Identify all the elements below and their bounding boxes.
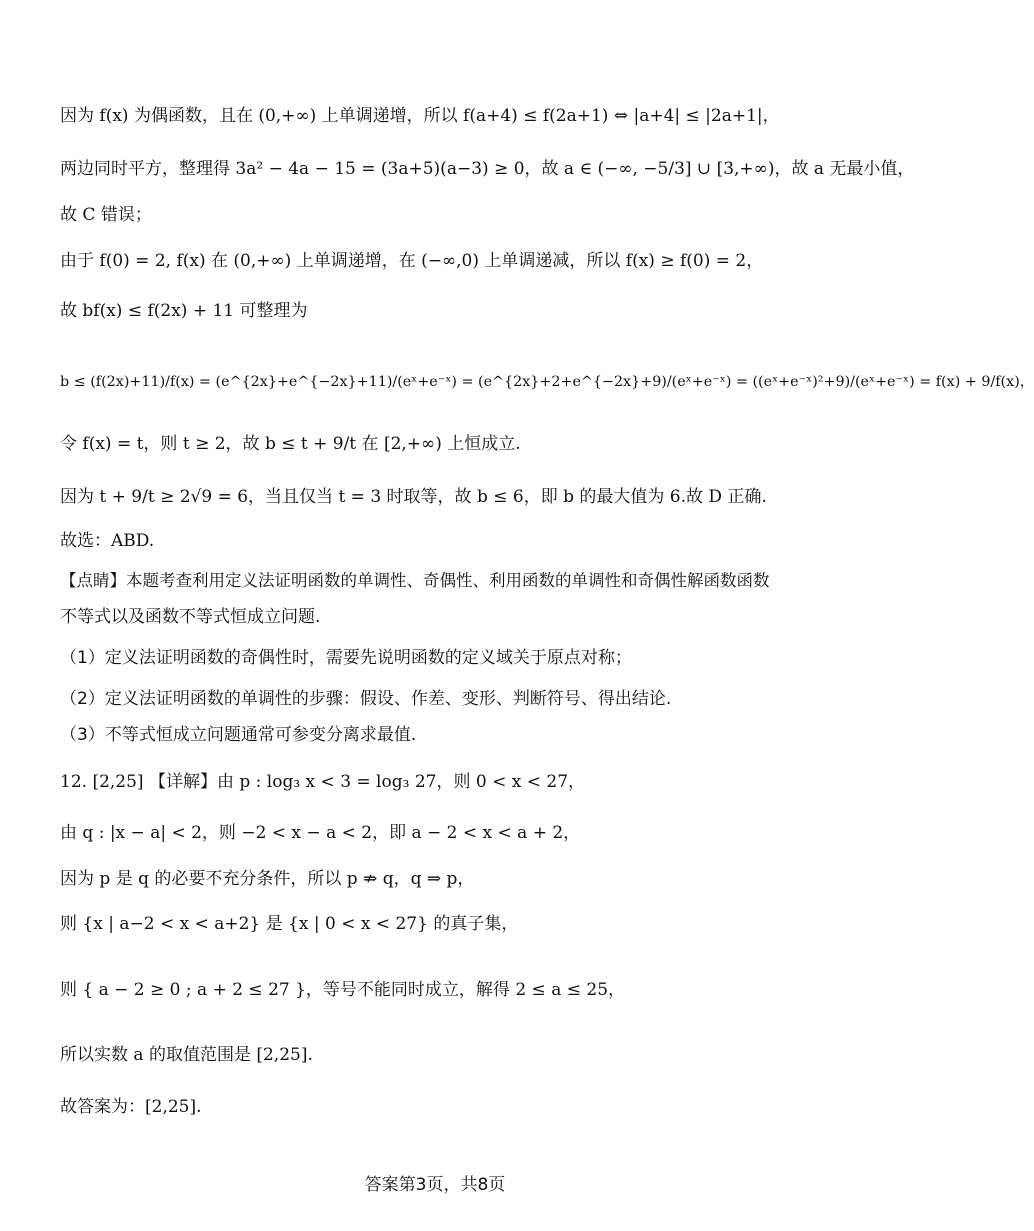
line-07: 令 f(x) = t，则 t ≥ 2，故 b ≤ t + 9/t 在 [2,+∞) 上恒成立. [60,434,521,454]
line-03: 故 C 错误； [60,205,152,225]
line-18: 则 {x | a−2 < x < a+2} 是 {x | 0 < x < 27} 的真子集， [60,914,519,934]
line-06: b ≤ (f(2x)+11)/f(x) = (e^{2x}+e^{−2x}+11)/(eˣ+e⁻ˣ) = (e^{2x}+2+e^{−2x}+9)/(eˣ+e⁻ˣ) = ((eˣ+e⁻ˣ)²+9)/(eˣ+e⁻ˣ) = f(x) + 9/f(x)， [60,374,1034,390]
line-17: 因为 p 是 q 的必要不充分条件，所以 p ⇏ q，q ⇒ p， [60,869,475,889]
line-14: （3）不等式恒成立问题通常可参变分离求最值. [60,725,417,745]
line-01: 因为 f(x) 为偶函数，且在 (0,+∞) 上单调递增，所以 f(a+4) ≤ f(2a+1) ⇔ |a+4| ≤ |2a+1|， [60,106,780,126]
line-20: 所以实数 a 的取值范围是 [2,25]. [60,1045,313,1065]
line-12: （1）定义法证明函数的奇偶性时，需要先说明函数的定义域关于原点对称； [60,648,632,668]
line-13: （2）定义法证明函数的单调性的步骤：假设、作差、变形、判断符号、得出结论. [60,689,672,709]
line-02: 两边同时平方，整理得 3a² − 4a − 15 = (3a+5)(a−3) ≥ 0，故 a ∈ (−∞, −5/3] ∪ [3,+∞)，故 a 无最小值， [60,159,915,179]
line-21: 故答案为：[2,25]. [60,1097,202,1117]
line-10: 【点睛】本题考查利用定义法证明函数的单调性、奇偶性、利用函数的单调性和奇偶性解函数函数 [60,571,770,590]
line-08: 因为 t + 9/t ≥ 2√9 = 6，当且仅当 t = 3 时取等，故 b ≤ 6，即 b 的最大值为 6.故 D 正确. [60,487,767,507]
page-footer: 答案第3页，共8页 [364,1175,506,1195]
line-19: 则 { a − 2 ≥ 0 ; a + 2 ≤ 27 }，等号不能同时成立，解得 2 ≤ a ≤ 25， [60,980,626,1000]
line-04: 由于 f(0) = 2, f(x) 在 (0,+∞) 上单调递增，在 (−∞,0) 上单调递减，所以 f(x) ≥ f(0) = 2， [60,251,764,271]
line-15: 12. [2,25] 【详解】由 p : log₃ x < 3 = log₃ 27，则 0 < x < 27， [60,772,586,792]
line-09: 故选：ABD. [60,531,155,551]
line-16: 由 q : |x − a| < 2，则 −2 < x − a < 2，即 a − 2 < x < a + 2， [60,823,581,843]
line-05: 故 bf(x) ≤ f(2x) + 11 可整理为 [60,301,308,321]
line-11: 不等式以及函数不等式恒成立问题. [60,607,321,627]
